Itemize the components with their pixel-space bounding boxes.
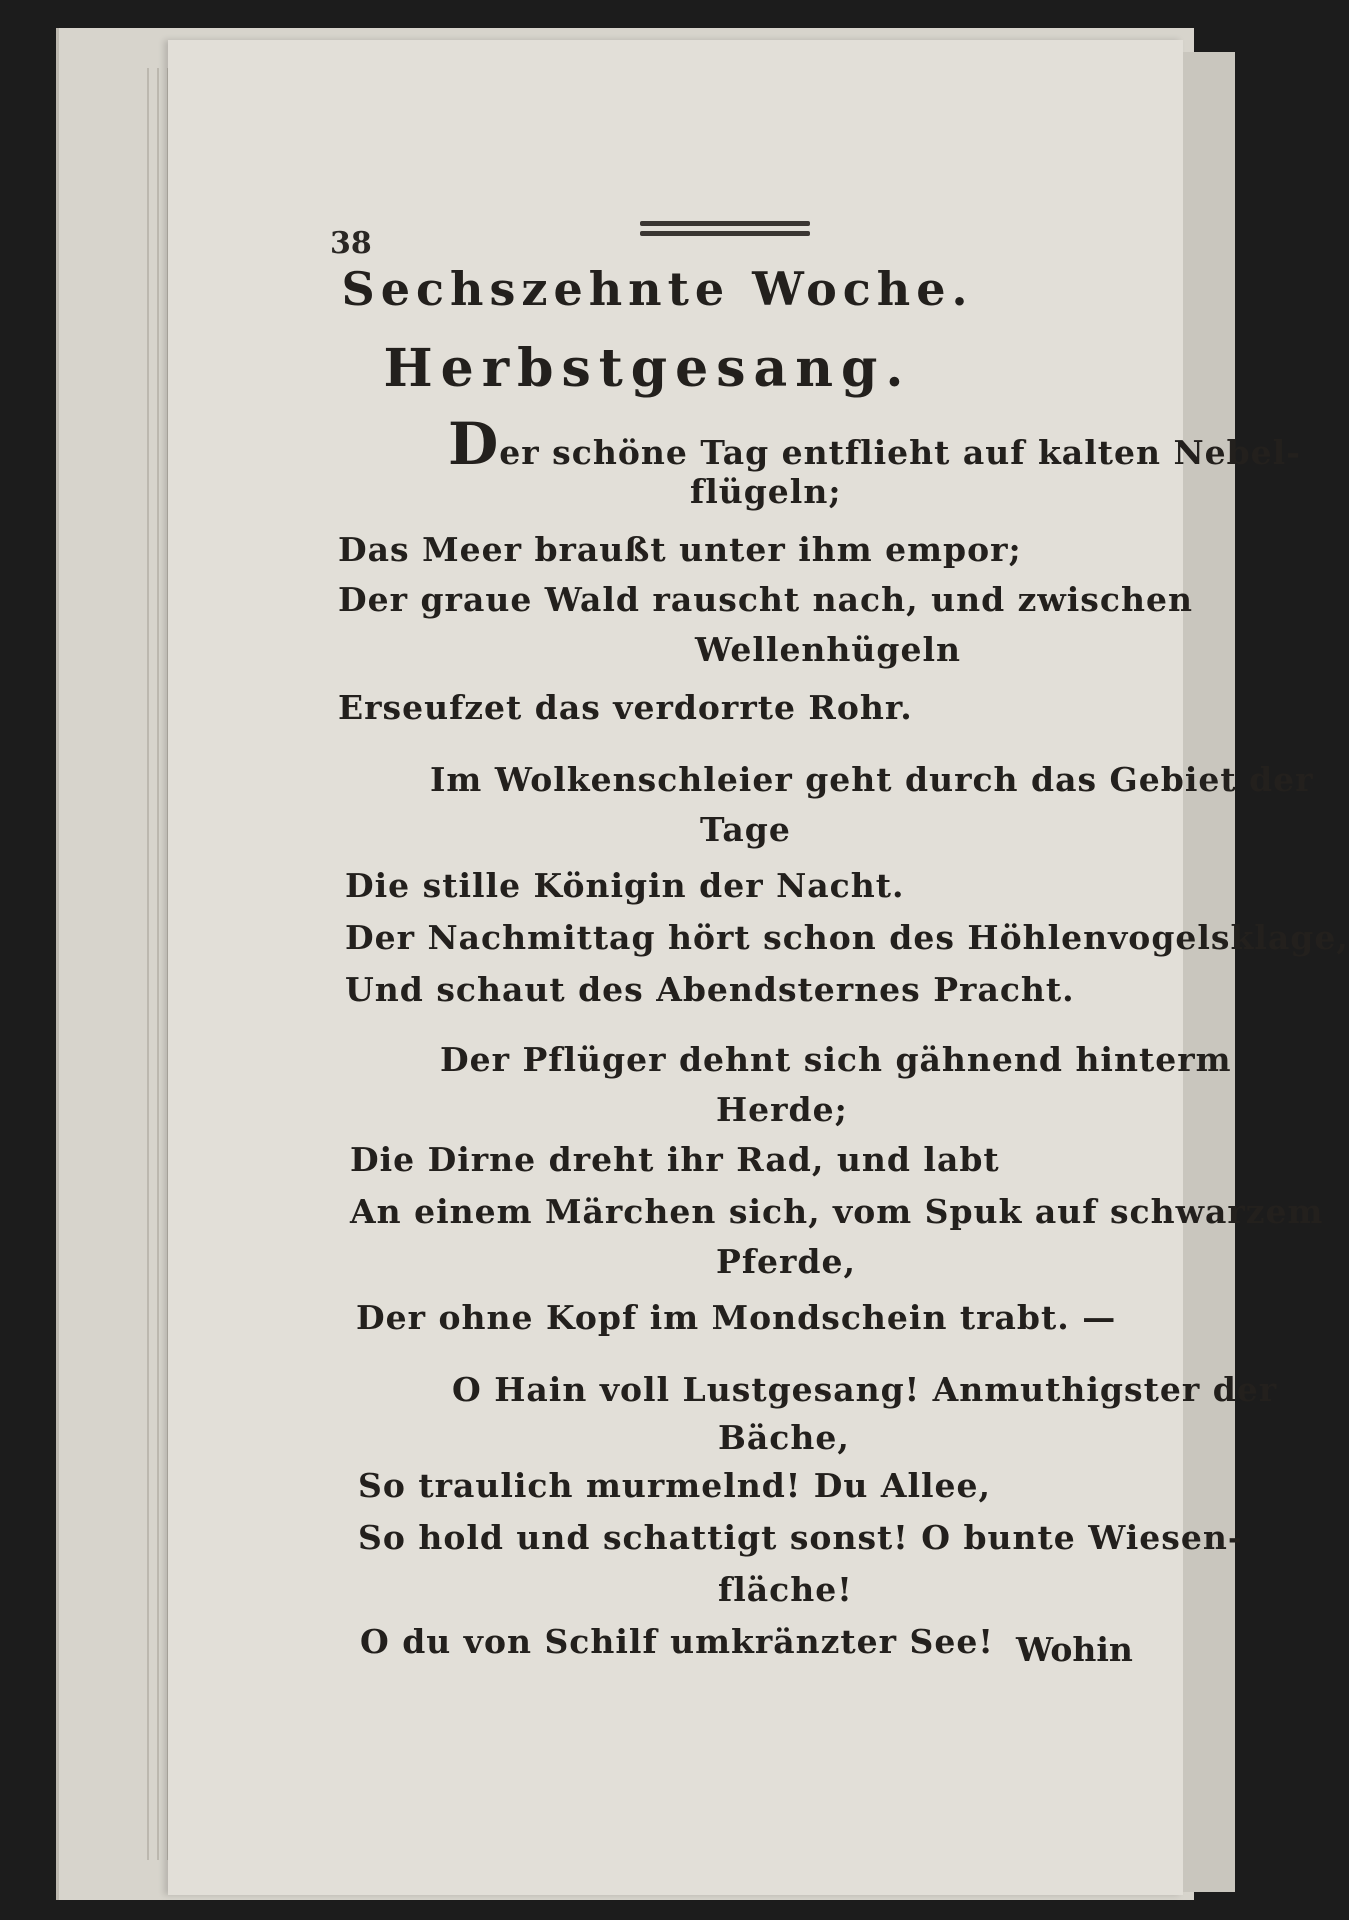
chapter-title: Sechszehnte Woche. — [341, 262, 974, 316]
poem-line: Der Pflüger dehnt sich gähnend hinterm — [440, 1040, 1232, 1079]
poem-line: O du von Schilf umkränzter See! — [360, 1622, 994, 1661]
drop-initial: D — [448, 410, 500, 478]
poem-line: Bäche, — [718, 1418, 850, 1457]
book-page — [168, 40, 1183, 1895]
poem-line: Die Dirne dreht ihr Rad, und labt — [350, 1140, 1000, 1179]
poem-line: fläche! — [718, 1570, 853, 1609]
ornament-rule — [640, 221, 810, 226]
ornament-rule — [640, 231, 810, 236]
poem-line — [448, 410, 1301, 478]
poem-line: So hold und schattigt sonst! O bunte Wiesen- — [358, 1518, 1243, 1557]
page-number: 38 — [330, 226, 372, 261]
poem-line: Und schaut des Abendsternes Pracht. — [345, 970, 1075, 1009]
poem-line: Der ohne Kopf im Mondschein trabt. — — [356, 1298, 1117, 1337]
poem-line: Das Meer braußt unter ihm empor; — [338, 530, 1022, 569]
poem-line: Herde; — [716, 1090, 848, 1129]
poem-line: flügeln; — [690, 472, 842, 511]
page-edge — [147, 68, 149, 1860]
poem-line: So traulich murmelnd! Du Allee, — [358, 1466, 992, 1505]
poem-line: Wellenhügeln — [695, 630, 962, 669]
poem-title: Herbstgesang. — [383, 338, 912, 399]
catchword: Wohin — [1016, 1630, 1133, 1669]
poem-line: O Hain voll Lustgesang! Anmuthigster der — [452, 1370, 1278, 1409]
poem-line: Pferde, — [716, 1242, 856, 1281]
poem-line: Der Nachmittag hört schon des Höhlenvogelsklage, — [345, 918, 1349, 957]
poem-line: Der graue Wald rauscht nach, und zwischen — [338, 580, 1193, 619]
next-page-edge — [1183, 52, 1235, 1892]
poem-line-text: er schöne Tag entflieht auf kalten Nebel- — [499, 433, 1301, 472]
poem-line: Tage — [700, 810, 791, 849]
poem-line: Im Wolkenschleier geht durch das Gebiet der — [430, 760, 1314, 799]
poem-line: Die stille Königin der Nacht. — [345, 866, 905, 905]
poem-line: Erseufzet das verdorrte Rohr. — [338, 688, 913, 727]
poem-line: An einem Märchen sich, vom Spuk auf schwarzem — [350, 1192, 1324, 1231]
page-edge — [157, 68, 159, 1860]
